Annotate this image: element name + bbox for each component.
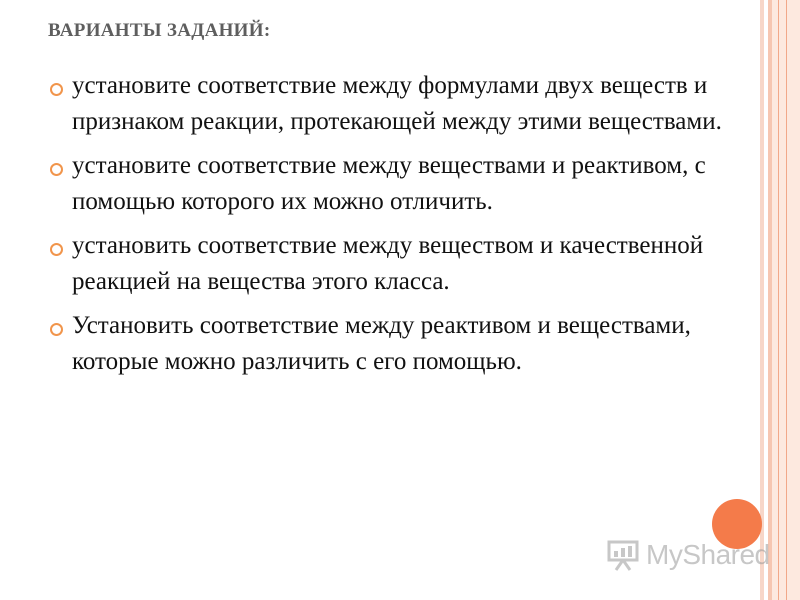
decorative-border-stripe xyxy=(760,0,800,600)
bullet-text: Установить соответствие между реактивом и веществами, которые можно различить с его помощью. xyxy=(72,312,691,375)
stripe-line xyxy=(778,0,779,600)
list-item xyxy=(46,308,736,380)
bullet-text: установите соответствие между веществами и реактивом, с помощью которого их можно отличить. xyxy=(72,152,706,215)
slide-title: ВАРИАНТЫ ЗАДАНИЙ: xyxy=(48,20,271,41)
bullet-circle-icon xyxy=(50,83,63,96)
bullet-circle-icon xyxy=(50,163,63,176)
watermark xyxy=(606,538,770,572)
presentation-board-icon xyxy=(606,538,640,572)
bullet-circle-icon xyxy=(50,243,63,256)
bullet-text: установите соответствие между формулами двух веществ и признаком реакции, протекающей между этими веществами. xyxy=(72,72,722,135)
watermark-text: MyShared xyxy=(646,539,770,570)
bullet-circle-icon xyxy=(50,323,63,336)
list-item xyxy=(46,148,736,220)
list-item xyxy=(46,68,736,140)
list-item xyxy=(46,228,736,300)
bullet-list xyxy=(46,68,736,388)
bullet-text: установить соответствие между веществом и качественной реакцией на вещества этого класса. xyxy=(72,232,704,295)
stripe-line xyxy=(786,0,787,600)
